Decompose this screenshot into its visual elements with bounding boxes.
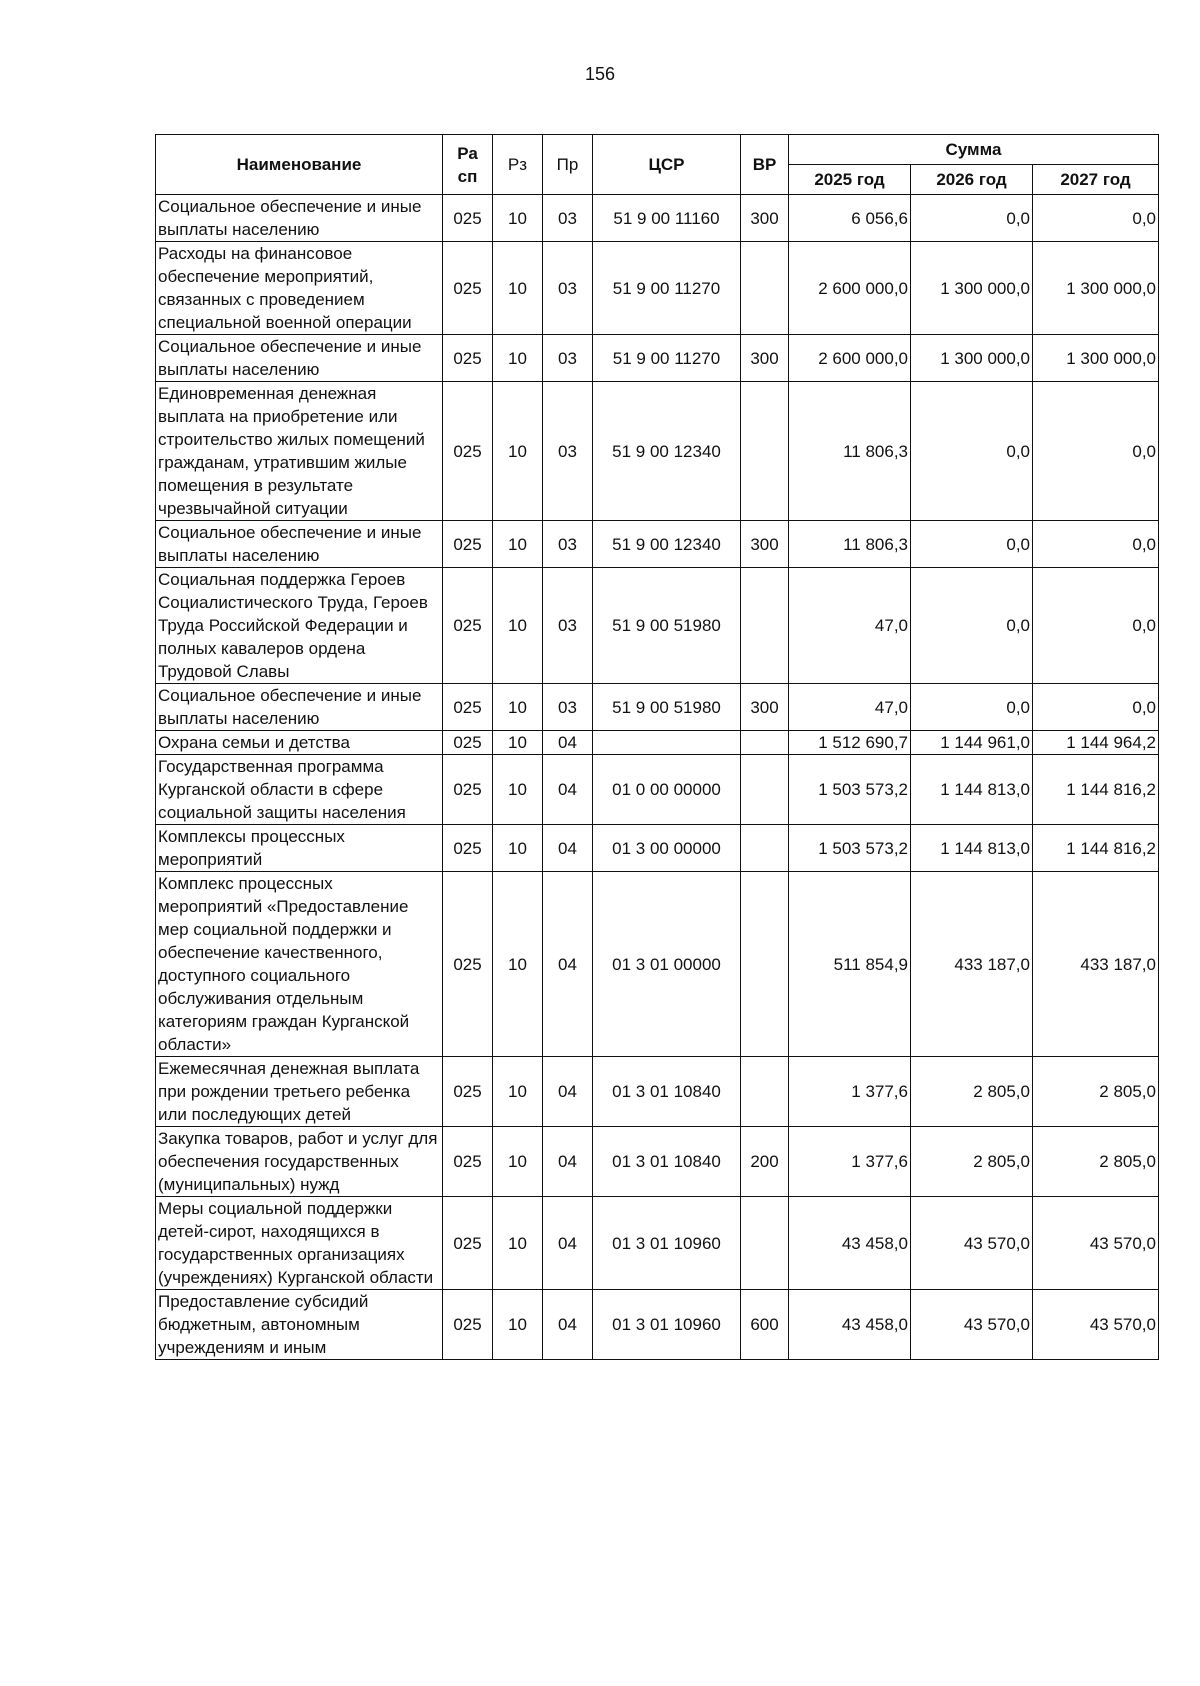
row-csr-cell: 51 9 00 11160 bbox=[593, 195, 741, 242]
table-row bbox=[156, 195, 1159, 242]
row-2027-cell: 1 144 964,2 bbox=[1033, 731, 1159, 755]
row-rz-cell: 10 bbox=[493, 1290, 543, 1360]
header-rasp-top: Ра bbox=[457, 143, 478, 163]
row-2026-cell: 0,0 bbox=[911, 382, 1033, 521]
header-sum: Сумма bbox=[789, 135, 1159, 165]
row-2027-cell: 43 570,0 bbox=[1033, 1197, 1159, 1290]
row-2027-cell: 1 300 000,0 bbox=[1033, 335, 1159, 382]
row-csr-cell: 01 3 01 10840 bbox=[593, 1127, 741, 1197]
row-2027-cell: 0,0 bbox=[1033, 382, 1159, 521]
row-csr-cell: 01 3 01 10960 bbox=[593, 1197, 741, 1290]
row-name-cell: Единовременная денежная выплата на приобретение или строительство жилых помещений гражданам, утратившим жилые помещения в результате чрезвычайной ситуации bbox=[156, 382, 443, 521]
row-csr-cell: 01 3 01 00000 bbox=[593, 872, 741, 1057]
row-csr-cell: 51 9 00 11270 bbox=[593, 335, 741, 382]
row-rz-cell: 10 bbox=[493, 825, 543, 872]
row-rasp-cell: 025 bbox=[443, 568, 493, 684]
table-row bbox=[156, 1057, 1159, 1127]
row-2026-cell: 0,0 bbox=[911, 195, 1033, 242]
row-vr-cell bbox=[741, 731, 789, 755]
header-vr: ВР bbox=[741, 135, 789, 195]
row-rasp-cell: 025 bbox=[443, 872, 493, 1057]
row-vr-cell bbox=[741, 382, 789, 521]
row-pr-cell: 04 bbox=[543, 755, 593, 825]
row-2027-cell: 0,0 bbox=[1033, 521, 1159, 568]
row-2026-cell: 433 187,0 bbox=[911, 872, 1033, 1057]
table-row bbox=[156, 521, 1159, 568]
row-csr-cell: 51 9 00 51980 bbox=[593, 684, 741, 731]
header-rasp-bottom: сп bbox=[457, 166, 478, 186]
table-row bbox=[156, 242, 1159, 335]
row-name-cell: Социальное обеспечение и иные выплаты населению bbox=[156, 195, 443, 242]
table-row bbox=[156, 1290, 1159, 1360]
row-name-cell: Социальное обеспечение и иные выплаты населению bbox=[156, 684, 443, 731]
row-rasp-cell: 025 bbox=[443, 521, 493, 568]
table-row bbox=[156, 1197, 1159, 1290]
row-2025-cell: 1 512 690,7 bbox=[789, 731, 911, 755]
row-2027-cell: 0,0 bbox=[1033, 195, 1159, 242]
row-2026-cell: 43 570,0 bbox=[911, 1290, 1033, 1360]
row-2025-cell: 43 458,0 bbox=[789, 1197, 911, 1290]
row-2025-cell: 11 806,3 bbox=[789, 521, 911, 568]
header-2027: 2027 год bbox=[1033, 165, 1159, 195]
row-rasp-cell: 025 bbox=[443, 242, 493, 335]
row-2026-cell: 2 805,0 bbox=[911, 1127, 1033, 1197]
row-2026-cell: 0,0 bbox=[911, 684, 1033, 731]
row-name-cell: Социальное обеспечение и иные выплаты населению bbox=[156, 521, 443, 568]
row-2025-cell: 11 806,3 bbox=[789, 382, 911, 521]
row-rz-cell: 10 bbox=[493, 242, 543, 335]
table-row bbox=[156, 872, 1159, 1057]
row-2027-cell: 1 300 000,0 bbox=[1033, 242, 1159, 335]
row-rasp-cell: 025 bbox=[443, 825, 493, 872]
row-name-cell: Охрана семьи и детства bbox=[156, 731, 443, 755]
row-vr-cell bbox=[741, 1197, 789, 1290]
row-rasp-cell: 025 bbox=[443, 1290, 493, 1360]
budget-table bbox=[155, 134, 1159, 1360]
table-row bbox=[156, 825, 1159, 872]
row-rz-cell: 10 bbox=[493, 731, 543, 755]
row-rz-cell: 10 bbox=[493, 1127, 543, 1197]
row-2027-cell: 0,0 bbox=[1033, 568, 1159, 684]
row-rz-cell: 10 bbox=[493, 335, 543, 382]
row-csr-cell: 01 3 00 00000 bbox=[593, 825, 741, 872]
header-pr: Пр bbox=[543, 135, 593, 195]
row-2025-cell: 511 854,9 bbox=[789, 872, 911, 1057]
row-name-cell: Государственная программа Курганской области в сфере социальной защиты населения bbox=[156, 755, 443, 825]
header-name: Наименование bbox=[156, 135, 443, 195]
row-2026-cell: 1 144 813,0 bbox=[911, 755, 1033, 825]
row-csr-cell bbox=[593, 731, 741, 755]
row-vr-cell bbox=[741, 1057, 789, 1127]
row-vr-cell: 300 bbox=[741, 521, 789, 568]
header-csr: ЦСР bbox=[593, 135, 741, 195]
row-rasp-cell: 025 bbox=[443, 684, 493, 731]
row-pr-cell: 03 bbox=[543, 242, 593, 335]
row-rz-cell: 10 bbox=[493, 1057, 543, 1127]
row-pr-cell: 04 bbox=[543, 1127, 593, 1197]
row-2025-cell: 1 503 573,2 bbox=[789, 825, 911, 872]
row-pr-cell: 03 bbox=[543, 684, 593, 731]
table-row bbox=[156, 731, 1159, 755]
row-rz-cell: 10 bbox=[493, 382, 543, 521]
row-2026-cell: 1 144 813,0 bbox=[911, 825, 1033, 872]
header-rasp bbox=[443, 135, 493, 195]
row-vr-cell bbox=[741, 242, 789, 335]
row-vr-cell: 200 bbox=[741, 1127, 789, 1197]
row-2025-cell: 47,0 bbox=[789, 684, 911, 731]
row-2026-cell: 0,0 bbox=[911, 568, 1033, 684]
row-name-cell: Предоставление субсидий бюджетным, автономным учреждениям и иным bbox=[156, 1290, 443, 1360]
row-vr-cell bbox=[741, 568, 789, 684]
row-pr-cell: 03 bbox=[543, 568, 593, 684]
row-vr-cell: 600 bbox=[741, 1290, 789, 1360]
row-rasp-cell: 025 bbox=[443, 195, 493, 242]
row-name-cell: Меры социальной поддержки детей-сирот, находящихся в государственных организациях (учреждениях) Курганской области bbox=[156, 1197, 443, 1290]
row-rz-cell: 10 bbox=[493, 872, 543, 1057]
row-rasp-cell: 025 bbox=[443, 382, 493, 521]
row-rasp-cell: 025 bbox=[443, 755, 493, 825]
row-pr-cell: 04 bbox=[543, 872, 593, 1057]
header-2026: 2026 год bbox=[911, 165, 1033, 195]
row-rz-cell: 10 bbox=[493, 568, 543, 684]
row-2027-cell: 1 144 816,2 bbox=[1033, 755, 1159, 825]
row-pr-cell: 03 bbox=[543, 521, 593, 568]
row-name-cell: Закупка товаров, работ и услуг для обеспечения государственных (муниципальных) нужд bbox=[156, 1127, 443, 1197]
row-pr-cell: 03 bbox=[543, 195, 593, 242]
row-pr-cell: 04 bbox=[543, 731, 593, 755]
row-pr-cell: 04 bbox=[543, 1057, 593, 1127]
row-2025-cell: 1 377,6 bbox=[789, 1057, 911, 1127]
row-csr-cell: 01 3 01 10960 bbox=[593, 1290, 741, 1360]
row-2025-cell: 2 600 000,0 bbox=[789, 242, 911, 335]
row-rz-cell: 10 bbox=[493, 521, 543, 568]
row-pr-cell: 04 bbox=[543, 825, 593, 872]
row-rasp-cell: 025 bbox=[443, 731, 493, 755]
row-2026-cell: 1 144 961,0 bbox=[911, 731, 1033, 755]
row-name-cell: Социальное обеспечение и иные выплаты населению bbox=[156, 335, 443, 382]
row-csr-cell: 51 9 00 11270 bbox=[593, 242, 741, 335]
row-2027-cell: 0,0 bbox=[1033, 684, 1159, 731]
row-name-cell: Комплекс процессных мероприятий «Предоставление мер социальной поддержки и обеспечение качественного, доступного социального обслуживания отдельным категориям граждан Курганской области» bbox=[156, 872, 443, 1057]
row-csr-cell: 01 3 01 10840 bbox=[593, 1057, 741, 1127]
table-row bbox=[156, 1127, 1159, 1197]
row-csr-cell: 51 9 00 12340 bbox=[593, 382, 741, 521]
header-rz: Рз bbox=[493, 135, 543, 195]
row-2026-cell: 1 300 000,0 bbox=[911, 242, 1033, 335]
row-2027-cell: 1 144 816,2 bbox=[1033, 825, 1159, 872]
table-row bbox=[156, 684, 1159, 731]
row-2026-cell: 43 570,0 bbox=[911, 1197, 1033, 1290]
row-2026-cell: 2 805,0 bbox=[911, 1057, 1033, 1127]
row-rasp-cell: 025 bbox=[443, 1197, 493, 1290]
row-2025-cell: 1 503 573,2 bbox=[789, 755, 911, 825]
row-2026-cell: 0,0 bbox=[911, 521, 1033, 568]
row-name-cell: Ежемесячная денежная выплата при рождении третьего ребенка или последующих детей bbox=[156, 1057, 443, 1127]
table-row bbox=[156, 568, 1159, 684]
row-2025-cell: 2 600 000,0 bbox=[789, 335, 911, 382]
row-rz-cell: 10 bbox=[493, 684, 543, 731]
row-2025-cell: 1 377,6 bbox=[789, 1127, 911, 1197]
row-vr-cell: 300 bbox=[741, 195, 789, 242]
row-rz-cell: 10 bbox=[493, 1197, 543, 1290]
row-rz-cell: 10 bbox=[493, 755, 543, 825]
table-row bbox=[156, 755, 1159, 825]
row-2025-cell: 43 458,0 bbox=[789, 1290, 911, 1360]
row-vr-cell bbox=[741, 755, 789, 825]
row-2027-cell: 2 805,0 bbox=[1033, 1057, 1159, 1127]
row-2027-cell: 2 805,0 bbox=[1033, 1127, 1159, 1197]
row-name-cell: Социальная поддержка Героев Социалистического Труда, Героев Труда Российской Федерации и полных кавалеров ордена Трудовой Славы bbox=[156, 568, 443, 684]
row-pr-cell: 03 bbox=[543, 335, 593, 382]
row-rz-cell: 10 bbox=[493, 195, 543, 242]
row-vr-cell bbox=[741, 872, 789, 1057]
table-row bbox=[156, 382, 1159, 521]
row-csr-cell: 51 9 00 12340 bbox=[593, 521, 741, 568]
row-csr-cell: 51 9 00 51980 bbox=[593, 568, 741, 684]
row-name-cell: Расходы на финансовое обеспечение мероприятий, связанных с проведением специальной военной операции bbox=[156, 242, 443, 335]
page-number: 156 bbox=[584, 64, 616, 84]
row-rasp-cell: 025 bbox=[443, 335, 493, 382]
row-2025-cell: 6 056,6 bbox=[789, 195, 911, 242]
row-vr-cell: 300 bbox=[741, 684, 789, 731]
row-csr-cell: 01 0 00 00000 bbox=[593, 755, 741, 825]
header-2025: 2025 год bbox=[789, 165, 911, 195]
row-vr-cell: 300 bbox=[741, 335, 789, 382]
table-row bbox=[156, 335, 1159, 382]
row-2026-cell: 1 300 000,0 bbox=[911, 335, 1033, 382]
row-vr-cell bbox=[741, 825, 789, 872]
row-pr-cell: 03 bbox=[543, 382, 593, 521]
row-rasp-cell: 025 bbox=[443, 1057, 493, 1127]
row-2027-cell: 43 570,0 bbox=[1033, 1290, 1159, 1360]
row-2027-cell: 433 187,0 bbox=[1033, 872, 1159, 1057]
row-rasp-cell: 025 bbox=[443, 1127, 493, 1197]
row-name-cell: Комплексы процессных мероприятий bbox=[156, 825, 443, 872]
row-2025-cell: 47,0 bbox=[789, 568, 911, 684]
row-pr-cell: 04 bbox=[543, 1290, 593, 1360]
row-pr-cell: 04 bbox=[543, 1197, 593, 1290]
